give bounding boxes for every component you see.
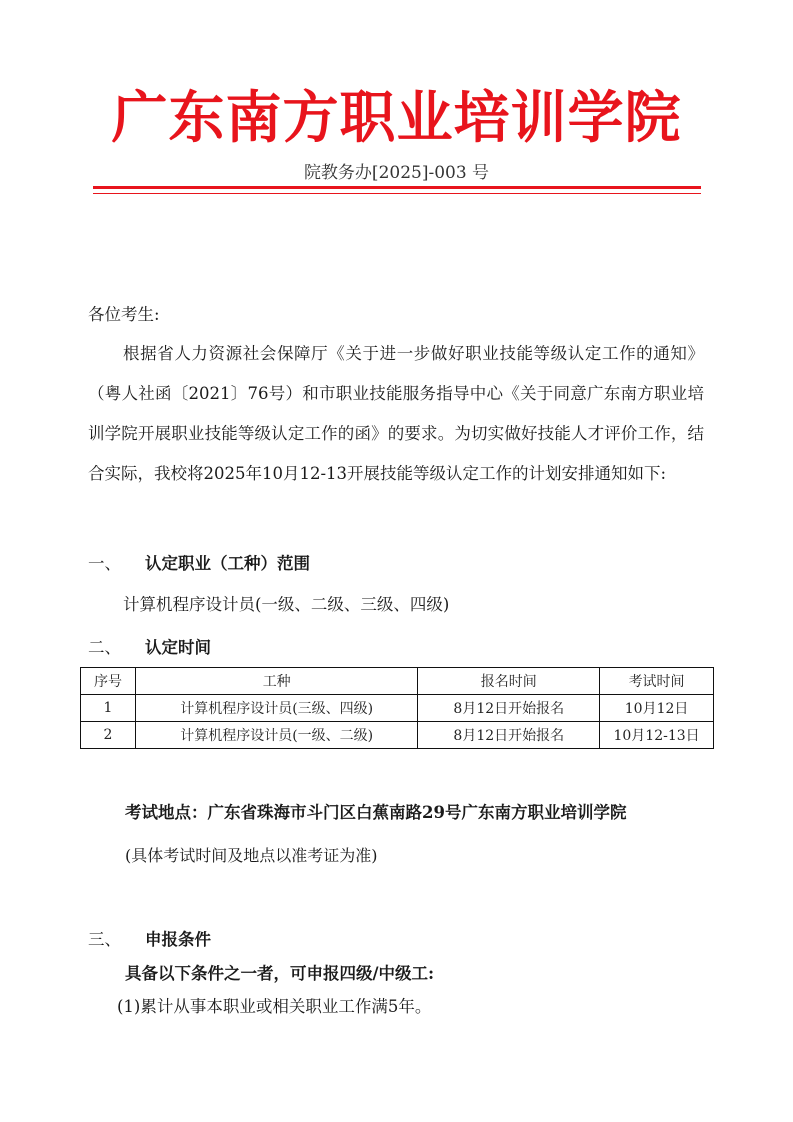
- red-header-rule: [93, 186, 701, 189]
- section-1-heading: [88, 550, 310, 574]
- conditions-intro: 具备以下条件之一者，可申报四级/中级工:: [125, 964, 435, 983]
- section-3-title: 申报条件: [145, 930, 211, 949]
- table-cell: 8月12日开始报名: [418, 722, 600, 749]
- header-cell: 考试时间: [600, 668, 714, 695]
- table-cell: 10月12日: [600, 695, 714, 722]
- intro-paragraph: 根据省人力资源社会保障厅《关于进一步做好职业技能等级认定工作的通知》（粤人社函〔2021〕76号）和市职业技能服务指导中心《关于同意广东南方职业培训学院开展职业技能等级认定工作的函》的要求。为切实做好技能人才评价工作，结合实际，我校将2025年10月12-13开展技能等级认定工作的计划安排通知如下:: [88, 344, 704, 483]
- section-2-heading: [88, 634, 211, 658]
- condition-item: (1)累计从事本职业或相关职业工作满5年。: [117, 997, 432, 1016]
- header-cell: 序号: [81, 668, 136, 695]
- section-1-content: 计算机程序设计员(一级、二级、三级、四级): [123, 595, 450, 614]
- organization-title: 广东南方职业培训学院: [111, 85, 682, 151]
- schedule-table: [80, 667, 714, 749]
- header-cell: 报名时间: [418, 668, 600, 695]
- table-header-row: [81, 668, 714, 695]
- table-row: [81, 722, 714, 749]
- table-cell: 2: [81, 722, 136, 749]
- header-cell: 工种: [135, 668, 418, 695]
- section-3-number: 三、: [88, 930, 121, 949]
- red-header-rule-thin: [93, 193, 701, 194]
- section-1-title: 认定职业（工种）范围: [145, 554, 310, 573]
- salutation: 各位考生:: [88, 305, 160, 324]
- section-3-heading: [88, 926, 211, 950]
- document-number: 院教务办[2025]-003 号: [303, 163, 490, 183]
- exam-venue: 考试地点：广东省珠海市斗门区白蕉南路29号广东南方职业培训学院: [125, 803, 627, 822]
- section-2-number: 二、: [88, 638, 121, 657]
- table-cell: 10月12-13日: [600, 722, 714, 749]
- table-cell: 计算机程序设计员(三级、四级): [135, 695, 418, 722]
- table-row: [81, 695, 714, 722]
- table-cell: 8月12日开始报名: [418, 695, 600, 722]
- section-1-number: 一、: [88, 554, 121, 573]
- exam-venue-note: (具体考试时间及地点以准考证为准): [125, 846, 378, 865]
- table-cell: 1: [81, 695, 136, 722]
- table-cell: 计算机程序设计员(一级、二级): [135, 722, 418, 749]
- section-2-title: 认定时间: [145, 638, 211, 657]
